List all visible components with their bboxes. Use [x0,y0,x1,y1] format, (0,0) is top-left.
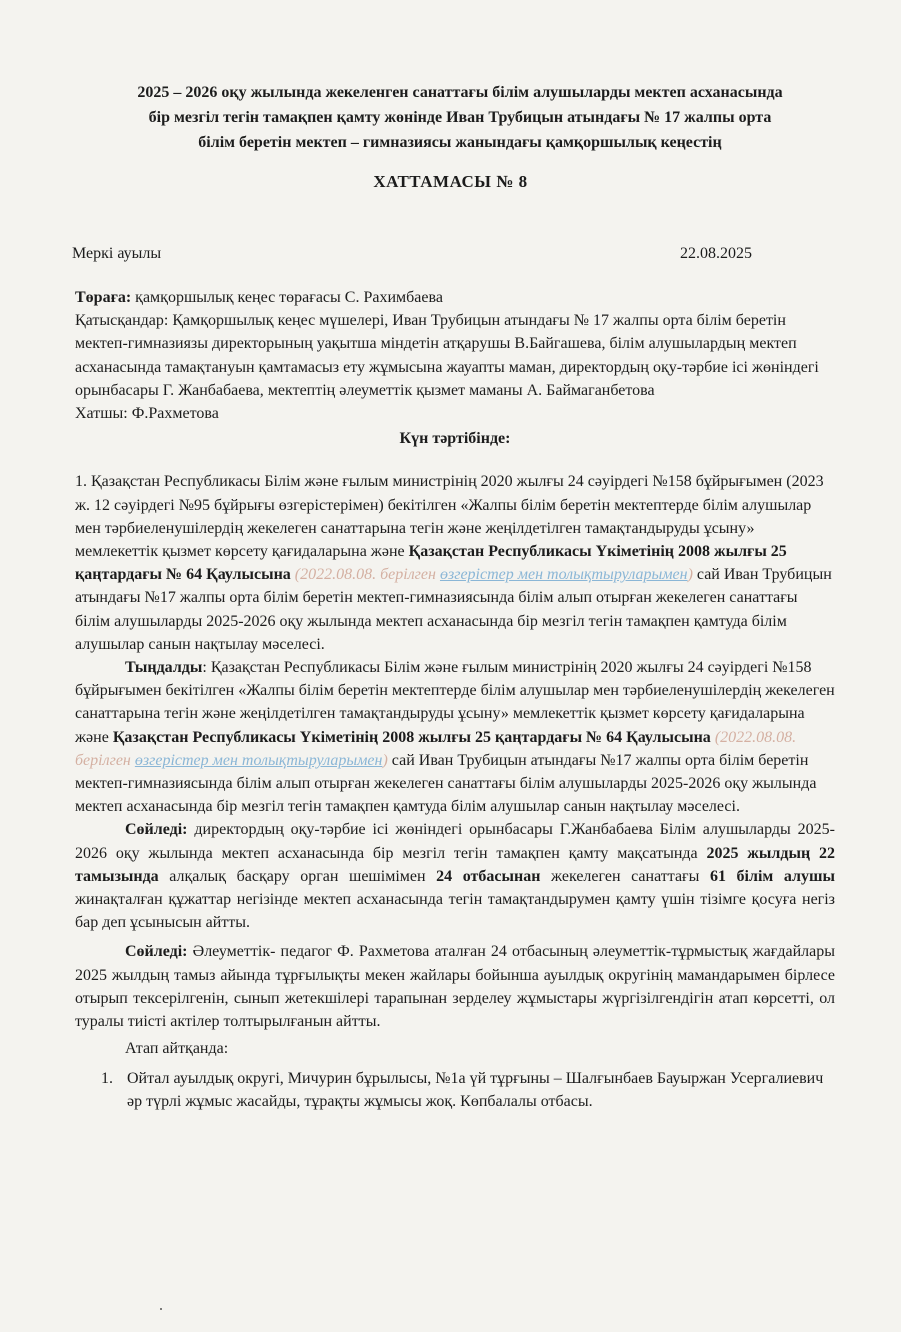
chair-label: Төраға: [75,289,132,306]
scan-speck [160,1308,162,1310]
list-item [75,1067,835,1113]
family-list [75,1067,835,1113]
listened-section: Тыңдалды: Қазақстан Республикасы Білім және ғылым министрінің 2020 жылғы 24 сәуірдегі №158 бұйрығымен бекітілген «Жалпы білім беретін мектептерде білім алушылар мен тәрбиеленушілердің жекелеген санаттарына тегін және жеңілдетілген тамақтандыруды ұсыну» мемлекеттік қызмет көрсету қағидаларына және Қазақстан Республикасы Үкіметінің 2008 жылғы 25 қаңтардағы № 64 Қаулысына (2022.08.08. берілген өзгерістер мен толықтыруларымен) сай Иван Трубицын атындағы №17 жалпы орта білім беретін мектеп-гимназиясында білім алып отырған жекелеген санаттағы білім алушыларды 2025-2026 оқу жылында мектеп асханасында бір мезгіл тегін тамақпен қамтуда білім алушылар санын нақтылау мәселесі. [75,659,835,816]
chair-text: қамқоршылық кеңес төрағасы С. Рахимбаева [131,289,443,306]
speech-2-label: Сөйледі: [125,943,188,961]
agenda-heading: Күн тәртібінде: [399,430,511,448]
namely-label: Атап айтқанда: [125,1040,229,1058]
speech-2: Сөйледі: Әлеуметтік- педагог Ф. Рахметова аталған 24 отбасының әлеуметтік-тұрмыстық жағдайлары 2025 жылдың тамыз айында тұрғылықты мекен жайлары бойынша ауылдық округінің мамандарымен бірлесе отырып тексерілгенін, сынып жетекшілері тарапынан зерделеу жұмыстары жүргізілгендігін атап көрсетті, ол туралы тиісті актілер толтырылғанын айтты. [75,943,835,1031]
title-line-1: 2025 – 2026 оқу жылында жекеленген санаттағы білім алушыларды мектеп асханасында [137,84,783,101]
protocol-title: ХАТТАМАСЫ № 8 [373,172,528,191]
amendments-link[interactable]: өзгерістер мен толықтыруларымен [439,566,688,584]
list-item-text: Ойтал ауылдық округі, Мичурин бұрылысы, №1а үй тұрғыны – Шалғынбаев Бауыржан Усергалиевич әр түрлі жұмыс жасайды, тұрақты жұмысы жоқ. Көпбалалы отбасы. [127,1069,824,1110]
title-line-2: бір мезгіл тегін тамақпен қамту жөнінде Иван Трубицын атындағы № 17 жалпы орта [148,109,772,126]
protocol-body [75,286,835,1113]
chair-line [75,286,835,309]
participants: Қатысқандар: Қамқоршылық кеңес мүшелері, Иван Трубицын атындағы № 17 жалпы орта білім беретін мектеп-гимназиязы директорының уақытша міндетін атқарушы В.Байгашева, білім алушылардың мектеп асханасында тамақтануын қамтамасыз ету жұмысына жауапты маман, директордың оқу-тәрбие ісі жөніндегі орынбасары Г. Жанбабаева, мектептің әлеуметтік қызмет маманы А. Баймаганбетова [75,312,819,399]
list-item-number: 1. [101,1069,113,1087]
title-line-3: білім беретін мектеп – гимназиясы жанындағы қамқоршылық кеңестің [198,134,722,151]
speech-1: Сөйледі: директордың оқу-тәрбие ісі жөніндегі орынбасары Г.Жанбабаева Білім алушыларды 2025-2026 оқу жылында мектеп асханасында бір мезгіл тегін тамақпен қамту мақсатында 2025 жылдың 22 тамызында алқалық басқару орган шешімімен 24 отбасынан жекелеген санаттағы 61 білім алушы жинақталған құжаттар негізінде мектеп асханасында тегін тамақтандырумен қамту үшін тізімге қосуға негіз бар деп ұсынысын айтты. [75,821,836,932]
place: Меркі ауылы [72,245,162,262]
agenda-item-1: 1. Қазақстан Республикасы Білім және ғылым министрінің 2020 жылғы 24 сәуірдегі №158 бұйрығымен (2023 ж. 12 сәуірдегі №95 бұйрығы өзгерістерімен) бекітілген «Жалпы білім беретін мектептерде білім алушылар мен тәрбиеленушілердің жекелеген санаттарына тегін және жеңілдетілген тамақтандыруды ұсыну» мемлекеттік қызмет көрсету қағидаларына және Қазақстан Республикасы Үкіметінің 2008 жылғы 25 қаңтардағы № 64 Қаулысына (2022.08.08. берілген өзгерістер мен толықтыруларымен) сай Иван Трубицын атындағы №17 жалпы орта білім беретін мектеп-гимназиясында білім алып отырған жекелеген санаттағы білім алушыларды 2025-2026 оқу жылында мектеп асханасында бір мезгіл тегін тамақпен қамтуда білім алушылар санын нақтылау мәселесі. [75,473,832,653]
listened-label: Тыңдалды [125,659,203,677]
date: 22.08.2025 [680,245,752,262]
secretary: Хатшы: Ф.Рахметова [75,405,219,423]
document-title [60,80,860,155]
amendments-link-2[interactable]: өзгерістер мен толықтыруларымен [134,751,383,769]
speech-1-label: Сөйледі: [125,821,188,839]
